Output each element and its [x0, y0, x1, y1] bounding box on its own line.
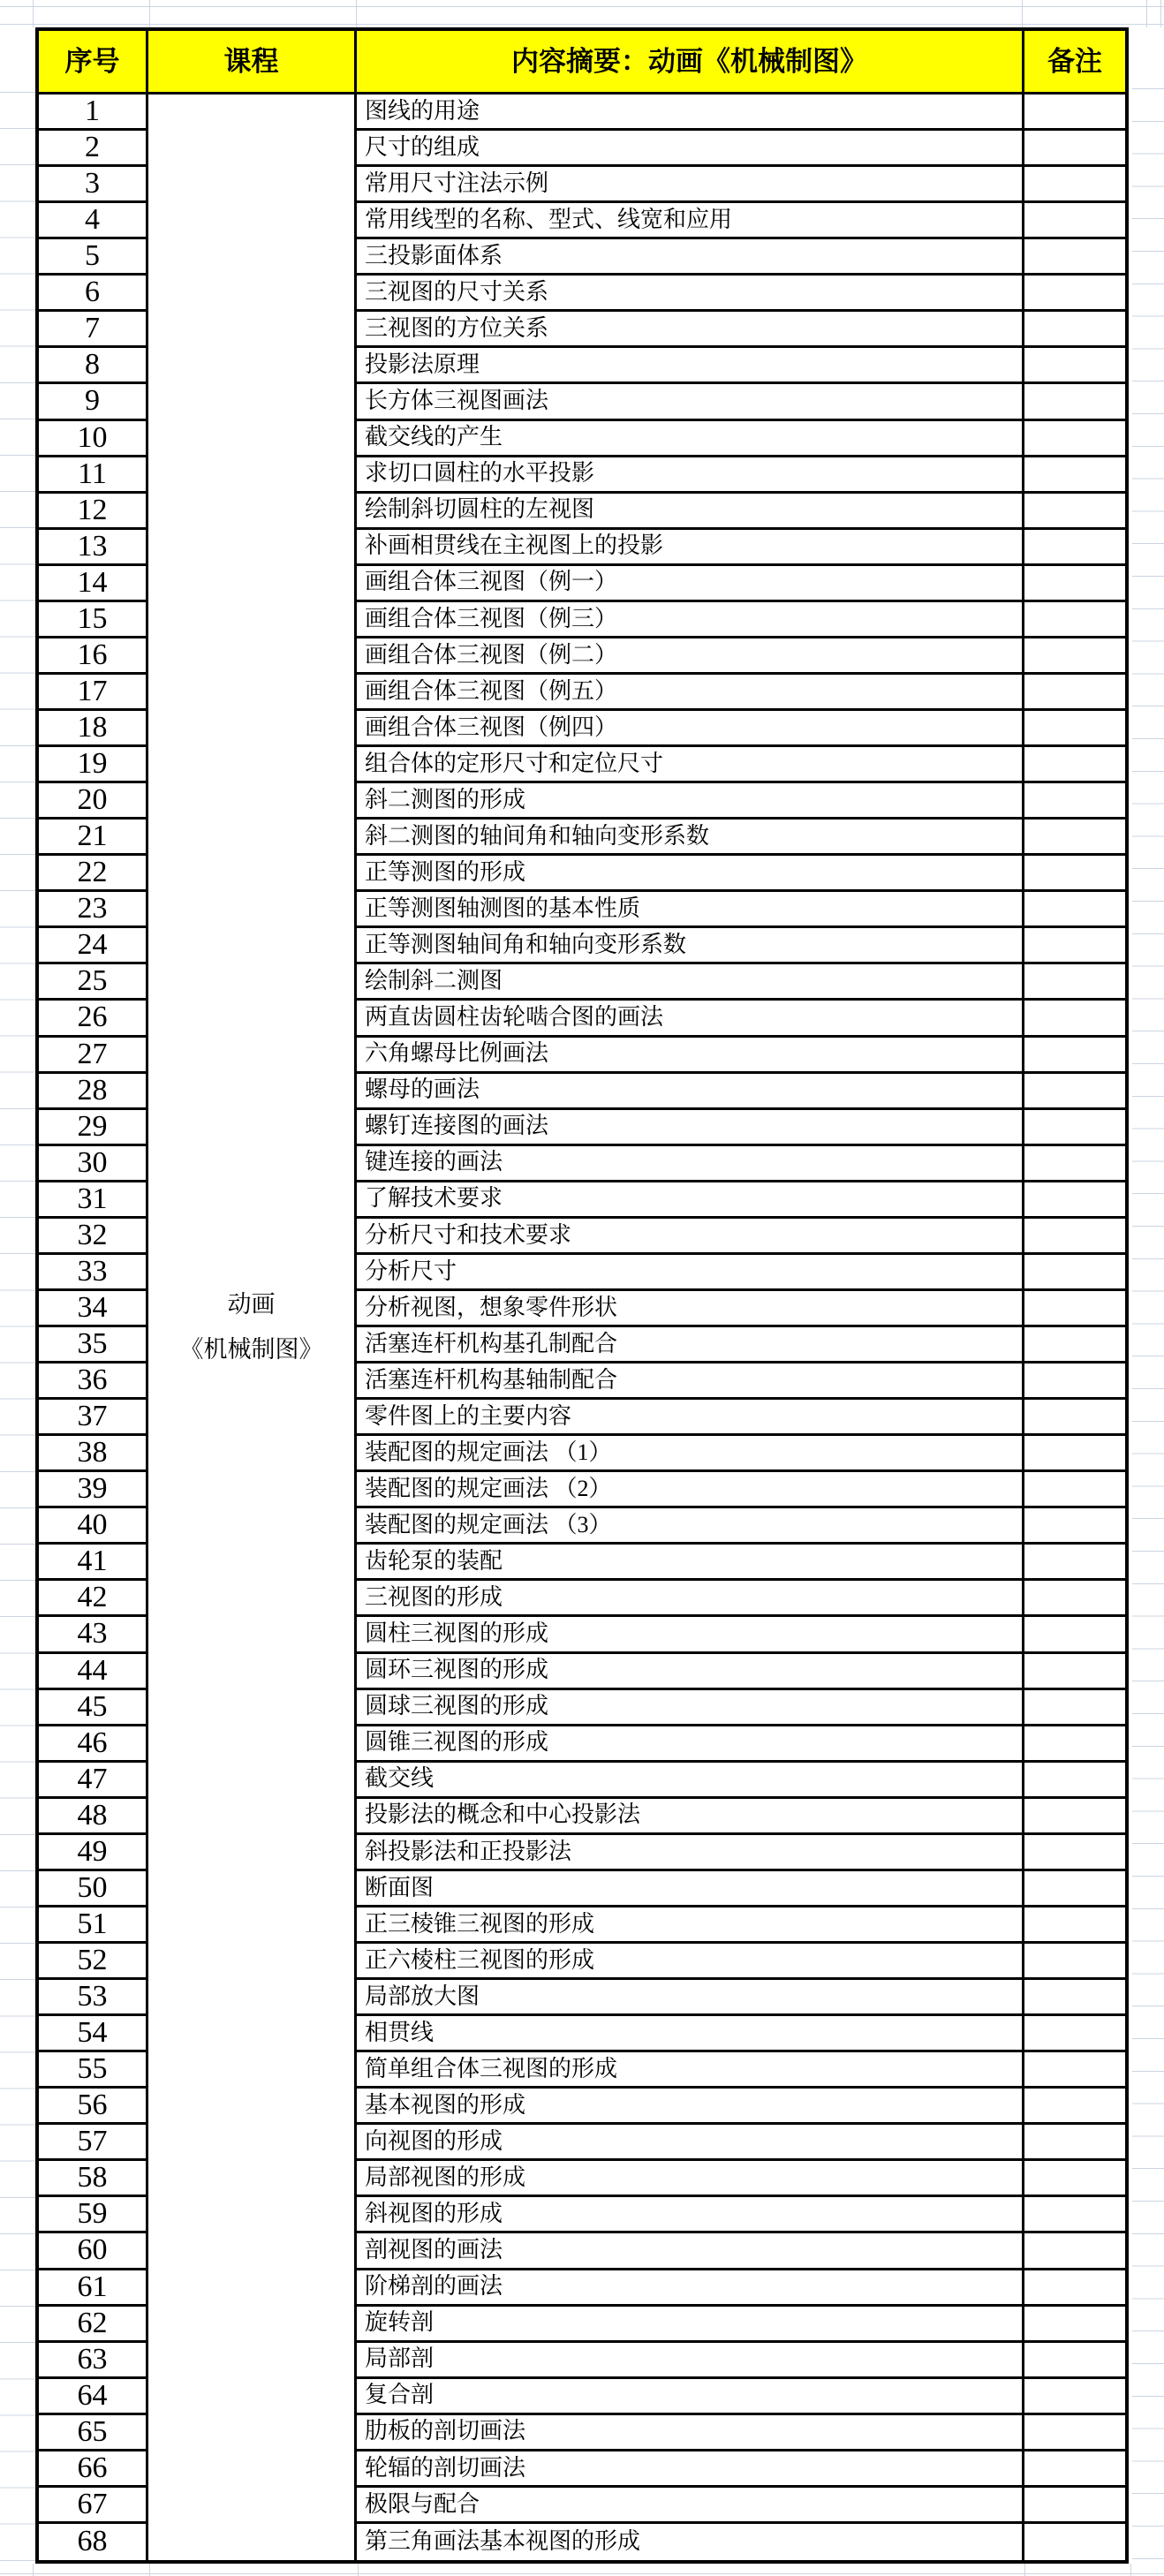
gridline-v [1146, 0, 1147, 27]
course-name-line1: 动画 [227, 1290, 276, 1318]
row-number-cell[interactable]: 5 [39, 239, 148, 276]
remark-cell[interactable] [1024, 2125, 1125, 2161]
remark-cell[interactable] [1024, 1364, 1125, 1400]
row-number-cell[interactable]: 9 [39, 384, 148, 420]
content-cell[interactable]: 圆柱三视图的形成 [357, 1617, 1024, 1653]
remark-cell[interactable] [1024, 1219, 1125, 1255]
remark-cell[interactable] [1024, 1327, 1125, 1364]
content-cell[interactable]: 求切口圆柱的水平投影 [357, 457, 1024, 494]
remark-cell[interactable] [1024, 457, 1125, 494]
remark-cell[interactable] [1024, 203, 1125, 239]
row-number-cell[interactable]: 40 [39, 1508, 148, 1545]
remark-cell[interactable] [1024, 856, 1125, 892]
content-cell[interactable]: 斜视图的形成 [357, 2197, 1024, 2233]
content-cell[interactable]: 肋板的剖切画法 [357, 2415, 1024, 2451]
content-cell[interactable]: 键连接的画法 [357, 1146, 1024, 1182]
content-cell[interactable]: 局部放大图 [357, 1980, 1024, 2016]
content-cell[interactable]: 组合体的定形尺寸和定位尺寸 [357, 747, 1024, 783]
remark-cell[interactable] [1024, 167, 1125, 203]
remark-cell[interactable] [1024, 2379, 1125, 2415]
remark-cell[interactable] [1024, 2197, 1125, 2233]
remark-cell[interactable] [1024, 1835, 1125, 1871]
content-cell[interactable]: 正三棱锥三视图的形成 [357, 1907, 1024, 1944]
remark-cell[interactable] [1024, 348, 1125, 384]
remark-cell[interactable] [1024, 2343, 1125, 2379]
course-content-table [35, 27, 1129, 2564]
remark-cell[interactable] [1024, 312, 1125, 348]
content-cell[interactable]: 图线的用途 [357, 94, 1024, 131]
remark-cell[interactable] [1024, 1907, 1125, 1944]
remark-cell[interactable] [1024, 602, 1125, 638]
content-cell[interactable]: 向视图的形成 [357, 2125, 1024, 2161]
row-number-cell[interactable]: 49 [39, 1835, 148, 1871]
remark-cell[interactable] [1024, 94, 1125, 131]
content-cell[interactable]: 装配图的规定画法 （2） [357, 1472, 1024, 1508]
row-number-cell[interactable]: 12 [39, 494, 148, 530]
remark-cell[interactable] [1024, 2451, 1125, 2488]
row-number-cell[interactable]: 48 [39, 1799, 148, 1835]
row-number-cell[interactable]: 45 [39, 1690, 148, 1726]
row-number-cell[interactable]: 20 [39, 783, 148, 820]
content-cell[interactable]: 画组合体三视图（例三） [357, 602, 1024, 638]
remark-cell[interactable] [1024, 964, 1125, 1001]
remark-cell[interactable] [1024, 131, 1125, 167]
remark-cell[interactable] [1024, 928, 1125, 964]
row-number-cell[interactable]: 19 [39, 747, 148, 783]
gridline-h [0, 24, 1164, 25]
remark-cell[interactable] [1024, 2161, 1125, 2197]
row-number-cell[interactable]: 26 [39, 1001, 148, 1037]
content-cell[interactable]: 活塞连杆机构基轴制配合 [357, 1364, 1024, 1400]
gridline-v [356, 0, 357, 27]
row-number-cell[interactable]: 30 [39, 1146, 148, 1182]
remark-cell[interactable] [1024, 2415, 1125, 2451]
row-number-cell[interactable]: 41 [39, 1545, 148, 1581]
remark-cell[interactable] [1024, 1545, 1125, 1581]
gridline-v [1022, 0, 1023, 27]
row-number-cell[interactable]: 64 [39, 2379, 148, 2415]
content-cell[interactable]: 两直齿圆柱齿轮啮合图的画法 [357, 1001, 1024, 1037]
row-number-cell[interactable]: 27 [39, 1038, 148, 1074]
content-cell[interactable]: 三投影面体系 [357, 239, 1024, 276]
row-number-cell[interactable]: 67 [39, 2488, 148, 2524]
row-number-cell[interactable]: 17 [39, 675, 148, 711]
row-number-cell[interactable]: 59 [39, 2197, 148, 2233]
content-cell[interactable]: 正等测图轴间角和轴向变形系数 [357, 928, 1024, 964]
remark-cell[interactable] [1024, 1146, 1125, 1182]
row-number-cell[interactable]: 51 [39, 1907, 148, 1944]
content-cell[interactable]: 了解技术要求 [357, 1182, 1024, 1219]
row-number-cell[interactable]: 35 [39, 1327, 148, 1364]
remark-cell[interactable] [1024, 2307, 1125, 2343]
row-number-cell[interactable]: 55 [39, 2052, 148, 2089]
row-number-cell[interactable]: 24 [39, 928, 148, 964]
row-number-cell[interactable]: 53 [39, 1980, 148, 2016]
content-cell[interactable]: 轮辐的剖切画法 [357, 2451, 1024, 2488]
gridline-v [1160, 0, 1161, 27]
row-number-cell[interactable]: 52 [39, 1944, 148, 1980]
remark-cell[interactable] [1024, 530, 1125, 566]
remark-cell[interactable] [1024, 1001, 1125, 1037]
row-number-cell[interactable]: 6 [39, 276, 148, 312]
content-cell[interactable]: 斜二测图的轴间角和轴向变形系数 [357, 820, 1024, 856]
row-number-cell[interactable]: 23 [39, 892, 148, 928]
content-cell[interactable]: 简单组合体三视图的形成 [357, 2052, 1024, 2089]
row-number-cell[interactable]: 3 [39, 167, 148, 203]
content-cell[interactable]: 旋转剖 [357, 2307, 1024, 2343]
content-cell[interactable]: 阶梯剖的画法 [357, 2270, 1024, 2307]
remark-cell[interactable] [1024, 276, 1125, 312]
remark-cell[interactable] [1024, 783, 1125, 820]
remark-cell[interactable] [1024, 2524, 1125, 2560]
row-number-cell[interactable]: 2 [39, 131, 148, 167]
row-number-cell[interactable]: 7 [39, 312, 148, 348]
row-number-cell[interactable]: 22 [39, 856, 148, 892]
row-number-cell[interactable]: 65 [39, 2415, 148, 2451]
row-number-cell[interactable]: 13 [39, 530, 148, 566]
row-number-cell[interactable]: 38 [39, 1436, 148, 1472]
content-cell[interactable]: 绘制斜切圆柱的左视图 [357, 494, 1024, 530]
row-number-cell[interactable]: 18 [39, 711, 148, 747]
remark-cell[interactable] [1024, 638, 1125, 675]
remark-cell[interactable] [1024, 1617, 1125, 1653]
content-cell[interactable]: 装配图的规定画法 （1） [357, 1436, 1024, 1472]
remark-cell[interactable] [1024, 421, 1125, 457]
content-cell[interactable]: 投影法的概念和中心投影法 [357, 1799, 1024, 1835]
content-cell[interactable]: 极限与配合 [357, 2488, 1024, 2524]
remark-cell[interactable] [1024, 2052, 1125, 2089]
content-cell[interactable]: 局部剖 [357, 2343, 1024, 2379]
content-cell[interactable]: 圆锥三视图的形成 [357, 1726, 1024, 1763]
remark-cell[interactable] [1024, 1182, 1125, 1219]
content-cell[interactable]: 螺钉连接图的画法 [357, 1110, 1024, 1146]
content-cell[interactable]: 常用线型的名称、型式、线宽和应用 [357, 203, 1024, 239]
row-number-cell[interactable]: 57 [39, 2125, 148, 2161]
remark-cell[interactable] [1024, 1472, 1125, 1508]
remark-cell[interactable] [1024, 1799, 1125, 1835]
content-cell[interactable]: 六角螺母比例画法 [357, 1038, 1024, 1074]
row-number-cell[interactable]: 50 [39, 1871, 148, 1907]
content-cell[interactable]: 螺母的画法 [357, 1074, 1024, 1110]
content-cell[interactable]: 三视图的形成 [357, 1581, 1024, 1617]
content-cell[interactable]: 三视图的尺寸关系 [357, 276, 1024, 312]
remark-cell[interactable] [1024, 892, 1125, 928]
row-number-cell[interactable]: 34 [39, 1291, 148, 1327]
remark-cell[interactable] [1024, 2233, 1125, 2270]
remark-cell[interactable] [1024, 820, 1125, 856]
header-cell-course[interactable]: 课程 [148, 31, 357, 94]
content-cell[interactable]: 装配图的规定画法 （3） [357, 1508, 1024, 1545]
content-cell[interactable]: 绘制斜二测图 [357, 964, 1024, 1001]
content-cell[interactable]: 活塞连杆机构基孔制配合 [357, 1327, 1024, 1364]
row-number-cell[interactable]: 32 [39, 1219, 148, 1255]
remark-cell[interactable] [1024, 1726, 1125, 1763]
row-number-cell[interactable]: 63 [39, 2343, 148, 2379]
row-number-cell[interactable]: 44 [39, 1654, 148, 1690]
remark-cell[interactable] [1024, 1944, 1125, 1980]
remark-cell[interactable] [1024, 711, 1125, 747]
content-cell[interactable]: 三视图的方位关系 [357, 312, 1024, 348]
row-number-cell[interactable]: 11 [39, 457, 148, 494]
row-number-cell[interactable]: 15 [39, 602, 148, 638]
remark-cell[interactable] [1024, 2488, 1125, 2524]
row-number-cell[interactable]: 21 [39, 820, 148, 856]
content-cell[interactable]: 画组合体三视图（例四） [357, 711, 1024, 747]
content-cell[interactable]: 截交线 [357, 1763, 1024, 1799]
content-cell[interactable]: 相贯线 [357, 2016, 1024, 2052]
remark-cell[interactable] [1024, 1291, 1125, 1327]
content-cell[interactable]: 常用尺寸注法示例 [357, 167, 1024, 203]
row-number-cell[interactable]: 46 [39, 1726, 148, 1763]
content-cell[interactable]: 画组合体三视图（例一） [357, 566, 1024, 602]
row-number-cell[interactable]: 62 [39, 2307, 148, 2343]
content-cell[interactable]: 圆球三视图的形成 [357, 1690, 1024, 1726]
header-cell-number[interactable]: 序号 [39, 31, 148, 94]
gridline-h [0, 6, 1164, 7]
row-number-cell[interactable]: 14 [39, 566, 148, 602]
content-cell[interactable]: 正等测图轴测图的基本性质 [357, 892, 1024, 928]
content-cell[interactable]: 尺寸的组成 [357, 131, 1024, 167]
remark-cell[interactable] [1024, 1871, 1125, 1907]
content-cell[interactable]: 正六棱柱三视图的形成 [357, 1944, 1024, 1980]
content-cell[interactable]: 投影法原理 [357, 348, 1024, 384]
content-cell[interactable]: 圆环三视图的形成 [357, 1654, 1024, 1690]
row-number-cell[interactable]: 28 [39, 1074, 148, 1110]
row-number-cell[interactable]: 60 [39, 2233, 148, 2270]
gridline-v [33, 0, 34, 27]
row-number-cell[interactable]: 61 [39, 2270, 148, 2307]
content-cell[interactable]: 正等测图的形成 [357, 856, 1024, 892]
content-cell[interactable]: 剖视图的画法 [357, 2233, 1024, 2270]
content-cell[interactable]: 局部视图的形成 [357, 2161, 1024, 2197]
remark-cell[interactable] [1024, 494, 1125, 530]
remark-cell[interactable] [1024, 1110, 1125, 1146]
content-cell[interactable]: 画组合体三视图（例五） [357, 675, 1024, 711]
content-cell[interactable]: 第三角画法基本视图的形成 [357, 2524, 1024, 2560]
row-number-cell[interactable]: 33 [39, 1255, 148, 1291]
content-cell[interactable]: 零件图上的主要内容 [357, 1400, 1024, 1436]
content-cell[interactable]: 截交线的产生 [357, 421, 1024, 457]
remark-cell[interactable] [1024, 1581, 1125, 1617]
gridline-v [33, 2564, 34, 2576]
row-number-cell[interactable]: 39 [39, 1472, 148, 1508]
header-cell-summary[interactable]: 内容摘要：动画《机械制图》 [357, 31, 1024, 94]
remark-cell[interactable] [1024, 1508, 1125, 1545]
remark-cell[interactable] [1024, 2089, 1125, 2125]
remark-cell[interactable] [1024, 239, 1125, 276]
gridline-v [358, 2564, 359, 2576]
header-cell-remark[interactable]: 备注 [1024, 31, 1125, 94]
row-number-cell[interactable]: 29 [39, 1110, 148, 1146]
row-number-cell[interactable]: 8 [39, 348, 148, 384]
row-number-cell[interactable]: 58 [39, 2161, 148, 2197]
row-number-cell[interactable]: 66 [39, 2451, 148, 2488]
content-cell[interactable]: 分析视图，想象零件形状 [357, 1291, 1024, 1327]
row-number-cell[interactable]: 36 [39, 1364, 148, 1400]
remark-cell[interactable] [1024, 566, 1125, 602]
content-cell[interactable]: 分析尺寸和技术要求 [357, 1219, 1024, 1255]
remark-cell[interactable] [1024, 2016, 1125, 2052]
content-cell[interactable]: 齿轮泵的装配 [357, 1545, 1024, 1581]
content-cell[interactable]: 斜投影法和正投影法 [357, 1835, 1024, 1871]
content-cell[interactable]: 断面图 [357, 1871, 1024, 1907]
course-name-line2: 《机械制图》 [179, 1335, 323, 1363]
course-merged-cell[interactable] [148, 94, 357, 2560]
content-cell[interactable]: 斜二测图的形成 [357, 783, 1024, 820]
content-cell[interactable]: 补画相贯线在主视图上的投影 [357, 530, 1024, 566]
content-cell[interactable]: 基本视图的形成 [357, 2089, 1024, 2125]
remark-cell[interactable] [1024, 1690, 1125, 1726]
remark-cell[interactable] [1024, 384, 1125, 420]
remark-cell[interactable] [1024, 1980, 1125, 2016]
remark-cell[interactable] [1024, 747, 1125, 783]
gridline-v [1024, 2564, 1025, 2576]
gridlines-left-gutter [0, 92, 35, 2565]
row-number-cell[interactable]: 68 [39, 2524, 148, 2560]
row-number-cell[interactable]: 16 [39, 638, 148, 675]
row-number-cell[interactable]: 10 [39, 421, 148, 457]
row-number-cell[interactable]: 31 [39, 1182, 148, 1219]
remark-cell[interactable] [1024, 2270, 1125, 2307]
row-number-cell[interactable]: 47 [39, 1763, 148, 1799]
content-cell[interactable]: 画组合体三视图（例二） [357, 638, 1024, 675]
row-number-cell[interactable]: 43 [39, 1617, 148, 1653]
row-number-cell[interactable]: 54 [39, 2016, 148, 2052]
content-cell[interactable]: 分析尺寸 [357, 1255, 1024, 1291]
row-number-cell[interactable]: 1 [39, 94, 148, 131]
remark-cell[interactable] [1024, 1038, 1125, 1074]
content-cell[interactable]: 复合剖 [357, 2379, 1024, 2415]
row-number-cell[interactable]: 25 [39, 964, 148, 1001]
gridline-h [0, 2573, 1164, 2574]
row-number-cell[interactable]: 56 [39, 2089, 148, 2125]
gridline-v [149, 0, 150, 27]
remark-cell[interactable] [1024, 1400, 1125, 1436]
remark-cell[interactable] [1024, 1436, 1125, 1472]
row-number-cell[interactable]: 42 [39, 1581, 148, 1617]
content-cell[interactable]: 长方体三视图画法 [357, 384, 1024, 420]
remark-cell[interactable] [1024, 1763, 1125, 1799]
row-number-cell[interactable]: 4 [39, 203, 148, 239]
gridlines-right-gutter [1132, 88, 1164, 2576]
row-number-cell[interactable]: 37 [39, 1400, 148, 1436]
remark-cell[interactable] [1024, 675, 1125, 711]
remark-cell[interactable] [1024, 1654, 1125, 1690]
remark-cell[interactable] [1024, 1255, 1125, 1291]
remark-cell[interactable] [1024, 1074, 1125, 1110]
gridline-v [1130, 2564, 1131, 2576]
gridline-v [149, 2564, 150, 2576]
